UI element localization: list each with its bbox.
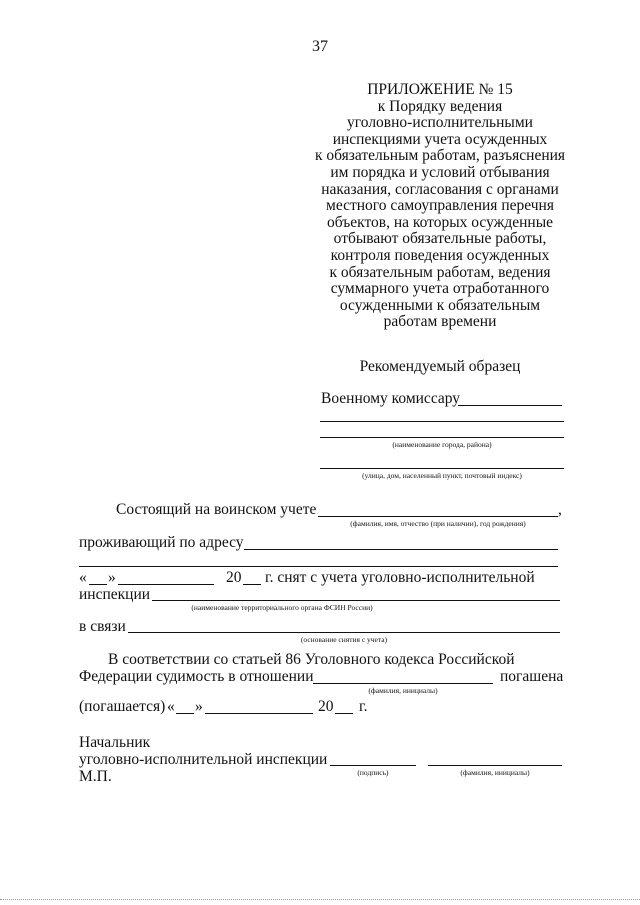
appendix-title: ПРИЛОЖЕНИЕ № 15 bbox=[367, 81, 513, 98]
appendix-line: работам времени bbox=[383, 313, 497, 331]
federation-text: Федерации судимость в отношении bbox=[79, 668, 314, 685]
registered-label: Состоящий на воинском учете bbox=[116, 501, 317, 518]
appendix-line: к Порядку ведения bbox=[377, 97, 503, 115]
appendix-block bbox=[300, 82, 580, 331]
extinguished-text: погашена bbox=[500, 668, 564, 685]
signature-caption: (подпись) bbox=[357, 768, 389, 777]
person-caption: (фамилия, имя, отчество (при наличии), год рождения) bbox=[350, 519, 526, 528]
address-field[interactable] bbox=[320, 468, 564, 469]
name-field[interactable] bbox=[313, 683, 493, 684]
accordance-text: В соответствии со статьей 86 Уголовного кодекса Российской bbox=[108, 651, 515, 668]
seal-mark: М.П. bbox=[79, 768, 112, 785]
year-suffix: г. bbox=[359, 698, 368, 715]
date-open-quote: « bbox=[79, 569, 87, 586]
month-field-2[interactable] bbox=[205, 713, 313, 714]
inspection-caption: (наименование территориального органа ФСИН России) bbox=[191, 603, 373, 612]
inspection-title: уголовно-исполнительной инспекции bbox=[79, 751, 328, 768]
day-field-2[interactable] bbox=[176, 713, 194, 714]
appendix-line: наказания, согласования с органами bbox=[321, 180, 559, 198]
person-field[interactable] bbox=[318, 516, 558, 517]
address-input[interactable] bbox=[244, 549, 558, 550]
addressee-label: Военному комиссару bbox=[321, 390, 461, 407]
year-field[interactable] bbox=[243, 584, 261, 585]
extinguishes-text: (погашается) bbox=[79, 698, 166, 715]
addressee-field[interactable] bbox=[458, 405, 562, 406]
appendix-line: им порядка и условий отбывания bbox=[330, 163, 550, 181]
month-field[interactable] bbox=[118, 584, 214, 585]
inspection-field[interactable] bbox=[152, 600, 560, 601]
appendix-line: контроля поведения осужденных bbox=[330, 246, 550, 264]
appendix-line: суммарного учета отработанного bbox=[330, 280, 550, 298]
head-name-caption: (фамилия, инициалы) bbox=[460, 768, 530, 777]
head-name-field[interactable] bbox=[428, 765, 562, 766]
due-to-label: в связи bbox=[79, 618, 126, 635]
basis-caption: (основание снятия с учета) bbox=[300, 635, 388, 644]
day-field[interactable] bbox=[89, 584, 107, 585]
year-field-2[interactable] bbox=[335, 713, 353, 714]
page-edge bbox=[0, 899, 640, 903]
appendix-line: к обязательным работам, ведения bbox=[329, 263, 551, 281]
inspection-label: инспекции bbox=[79, 586, 151, 603]
address-caption: (улица, дом, населенный пункт, почтовый индекс) bbox=[362, 471, 522, 480]
year-prefix: 20 bbox=[226, 569, 242, 586]
appendix-line: отбывают обязательные работы, bbox=[333, 230, 547, 248]
removed-text: г. снят с учета уголовно-исполнительной bbox=[265, 569, 535, 586]
date-close-quote: » bbox=[108, 569, 116, 586]
head-title: Начальник bbox=[79, 734, 151, 751]
residing-label: проживающий по адресу bbox=[79, 534, 244, 551]
year-prefix-2: 20 bbox=[318, 698, 334, 715]
appendix-line: местного самоуправления перечня bbox=[326, 197, 554, 215]
date-close-quote-2: » bbox=[195, 698, 203, 715]
sample-label: Рекомендуемый образец bbox=[359, 358, 521, 375]
addressee-line[interactable] bbox=[320, 421, 564, 422]
city-field[interactable] bbox=[320, 437, 564, 438]
comma: , bbox=[558, 501, 562, 518]
page-number: 37 bbox=[312, 38, 328, 55]
city-caption: (наименование города, района) bbox=[392, 440, 492, 449]
address-input-continued[interactable] bbox=[79, 566, 558, 567]
name-caption: (фамилия, инициалы) bbox=[368, 686, 438, 695]
appendix-line: уголовно-исполнительными bbox=[347, 114, 533, 132]
date-open-quote-2: « bbox=[167, 698, 175, 715]
signature-field[interactable] bbox=[330, 765, 416, 766]
appendix-line: объектов, на которых осужденные bbox=[326, 213, 554, 231]
appendix-line: инспекциями учета осужденных bbox=[332, 130, 548, 148]
appendix-line: к обязательным работам, разъяснения bbox=[314, 147, 566, 165]
appendix-line: осужденными к обязательным bbox=[339, 296, 541, 314]
basis-field[interactable] bbox=[128, 632, 560, 633]
